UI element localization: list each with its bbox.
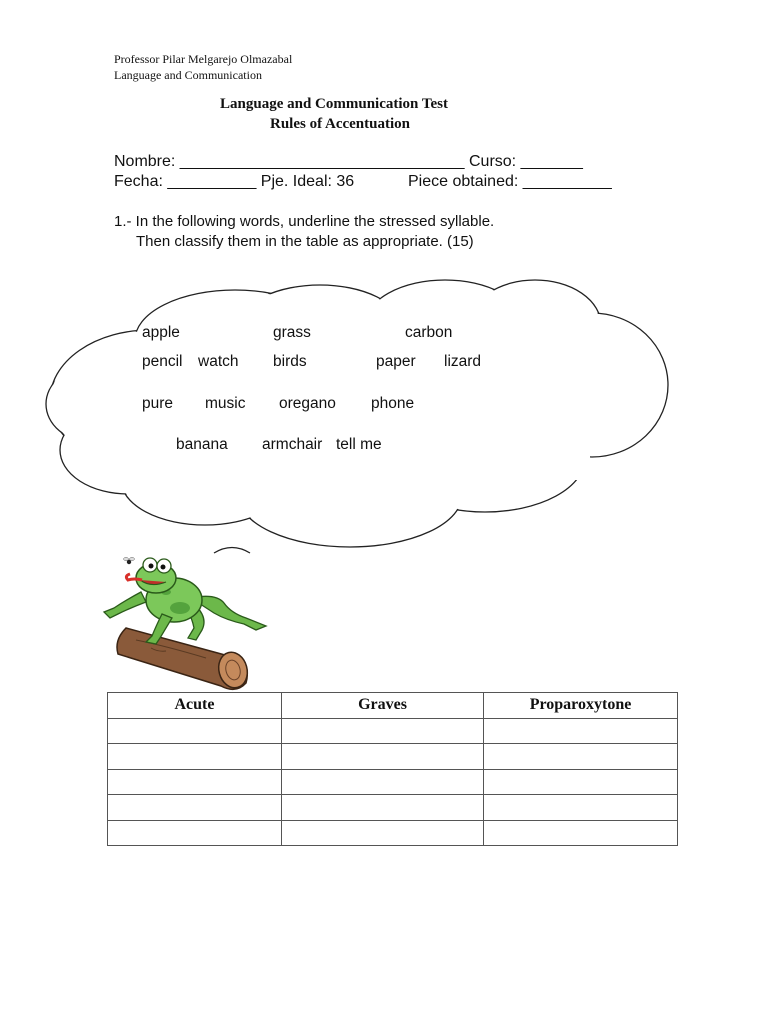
piece-obtained-line: Piece obtained: __________ bbox=[408, 173, 612, 190]
word-apple: apple bbox=[142, 324, 180, 341]
cell-proparoxytone[interactable] bbox=[484, 718, 678, 744]
cell-proparoxytone[interactable] bbox=[484, 795, 678, 821]
cell-acute[interactable] bbox=[108, 769, 282, 795]
header-proparoxytone: Proparoxytone bbox=[484, 693, 678, 719]
cell-proparoxytone[interactable] bbox=[484, 820, 678, 846]
word-music: music bbox=[205, 395, 246, 412]
instruction-line-1: 1.- In the following words, underline the stressed syllable. bbox=[114, 213, 495, 230]
word-banana: banana bbox=[176, 436, 228, 453]
table-row bbox=[108, 820, 678, 846]
professor-name: Professor Pilar Melgarejo Olmazabal bbox=[114, 52, 293, 66]
frog-on-log-icon bbox=[96, 548, 276, 694]
cell-graves[interactable] bbox=[282, 820, 484, 846]
subject-name: Language and Communication bbox=[114, 68, 262, 82]
cell-graves[interactable] bbox=[282, 795, 484, 821]
cell-proparoxytone[interactable] bbox=[484, 744, 678, 770]
word-phone: phone bbox=[371, 395, 415, 412]
test-title: Language and Communication Test bbox=[220, 96, 448, 112]
word-paper: paper bbox=[376, 353, 416, 370]
table-header-row bbox=[108, 693, 678, 719]
fecha-puntaje-line: Fecha: __________ Pje. Ideal: 36 bbox=[114, 173, 355, 190]
thought-cloud bbox=[0, 270, 768, 570]
cell-acute[interactable] bbox=[108, 744, 282, 770]
word-grass: grass bbox=[273, 324, 311, 341]
nombre-curso-line: Nombre: ________________________________ Curso: _______ bbox=[114, 153, 583, 170]
table-row bbox=[108, 718, 678, 744]
cell-acute[interactable] bbox=[108, 820, 282, 846]
word-lizard: lizard bbox=[444, 353, 482, 370]
table-row bbox=[108, 769, 678, 795]
classification-table bbox=[107, 692, 678, 846]
cell-acute[interactable] bbox=[108, 718, 282, 744]
word-pencil: pencil bbox=[142, 353, 183, 370]
word-birds: birds bbox=[273, 353, 307, 370]
instruction-line-2: Then classify them in the table as appropriate. (15) bbox=[136, 233, 474, 250]
header-acute: Acute bbox=[108, 693, 282, 719]
header-graves: Graves bbox=[282, 693, 484, 719]
table-row bbox=[108, 795, 678, 821]
cell-acute[interactable] bbox=[108, 795, 282, 821]
word-pure: pure bbox=[142, 395, 174, 412]
word-carbon: carbon bbox=[405, 324, 453, 341]
word-tell-me: tell me bbox=[336, 436, 382, 453]
test-subtitle: Rules of Accentuation bbox=[270, 116, 410, 132]
cell-graves[interactable] bbox=[282, 769, 484, 795]
word-armchair: armchair bbox=[262, 436, 323, 453]
word-watch: watch bbox=[198, 353, 239, 370]
cell-graves[interactable] bbox=[282, 718, 484, 744]
cell-proparoxytone[interactable] bbox=[484, 769, 678, 795]
word-oregano: oregano bbox=[279, 395, 336, 412]
cell-graves[interactable] bbox=[282, 744, 484, 770]
table-row bbox=[108, 744, 678, 770]
